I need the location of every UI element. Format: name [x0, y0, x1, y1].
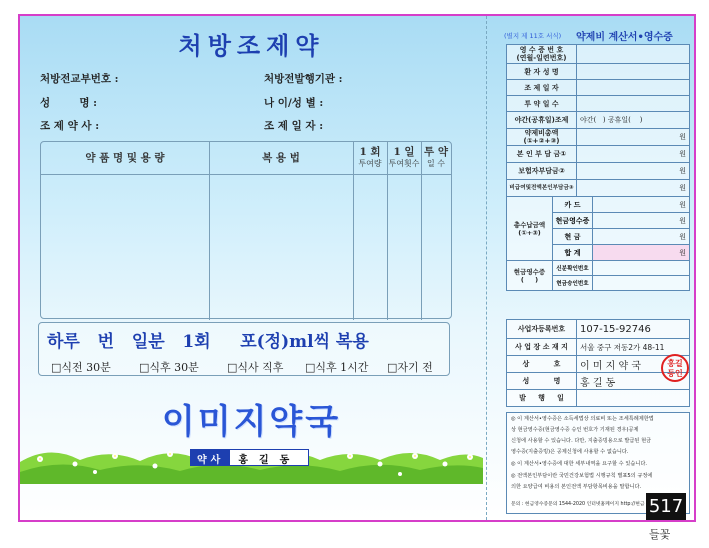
- prescription-panel: [20, 16, 483, 520]
- daily-frequency-header: 1 일 투여횟수: [388, 146, 420, 168]
- design-name: 들꽃: [649, 528, 671, 541]
- prescription-title: 처방조제약: [178, 31, 325, 60]
- usage-header: 복 용 법: [262, 152, 300, 164]
- receipt-row: 야간(공휴일)조제 야간( ) 공휴일( ): [507, 111, 689, 128]
- payment-row: 카 드 원: [553, 197, 689, 213]
- receipt-title: 약제비 계산서•영수증: [576, 32, 673, 43]
- business-row: 성 명 홍 길 동: [507, 372, 689, 389]
- form-number: (별지 제 11호 서식): [504, 32, 562, 40]
- receipt-notes: ◎ 이 계산서•영수증은 소득세법상 의료비 또는 조세특례제한법 상 현금영수증(현금영수증 승인 번호가 기재된 경우)공제 신청에 사용할 수 있습니다. 다만, 지출증빙용으로 발급된 현금 영수증(지출증빙)은 공제신청에 사용할 수 없습니다. ◎ 이 계산서•영수증에 대한 세부내역을 요구할 수 있습니다. ◎ 전액본인부담이란 국민건강보험법 시행규칙 별표5의 규정에 의한 요양급여 비용의 본인전액 부담항목비용을 말합니다. 문의 : 현금영수증문의 1544-2020 인터넷홈페이지 http://현금: [506, 412, 690, 514]
- cash-receipt-section: 현금영수증 ( ) 신분확인번호 현금승인번호: [507, 260, 689, 290]
- pharmacy-name: 이미지약국: [161, 402, 342, 442]
- single-dose-header: 1 회 투여량: [358, 146, 382, 168]
- patient-name-label: 성 명 :: [40, 97, 98, 109]
- receipt-row: 본 인 부 담 금① 원: [507, 145, 689, 162]
- timing-bedtime: □자기 전: [387, 361, 433, 374]
- receipt-row: 조 제 일 자: [507, 79, 689, 95]
- receipt-row: 약제비총액(①+②+③) 원: [507, 128, 689, 145]
- pharmacist-name: 홍길동: [238, 455, 301, 466]
- pharmacist-tag: 약사: [191, 450, 230, 465]
- receipt-table: [506, 44, 690, 291]
- receipt-row: 환 자 성 명: [507, 63, 689, 79]
- payment-row: 합 계 원: [553, 245, 689, 260]
- timing-after-meal: □식후 30분: [139, 361, 199, 374]
- age-sex-label: 나 이/성 별 :: [264, 97, 324, 109]
- business-row: 사 업 장 소 재 지 서울 중구 저동2가 48-11: [507, 338, 689, 355]
- dosage-instruction: 하루 번 일분 1회 포(정)ml씩 복용: [47, 332, 369, 352]
- prescription-table: [40, 141, 452, 319]
- business-row: 사업자등록번호 107-15-92746: [507, 320, 689, 338]
- receipt-row: 보험자부담금② 원: [507, 162, 689, 179]
- payment-row: 현 금 원: [553, 229, 689, 245]
- timing-before-meal: □식전 30분: [51, 361, 111, 374]
- receipt-row: 비급여및전액본인부담금③ 원: [507, 179, 689, 196]
- receipt-row: 영 수 증 번 호 (연월-일련번호): [507, 45, 689, 63]
- timing-hour-after-meal: □식후 1시간: [305, 361, 369, 374]
- receipt-row: 투 약 일 수: [507, 95, 689, 111]
- pharmacist-label: [190, 449, 309, 466]
- drug-header: 약 품 명 및 용 량: [85, 152, 165, 164]
- total-days-header: 투 약 일 수: [424, 146, 448, 168]
- pharmacy-envelope: [18, 14, 696, 522]
- dispense-date-label: 조 제 일 자 :: [264, 120, 324, 132]
- business-row: 상 호 이 미 지 약 국: [507, 355, 689, 372]
- rx-number-label: 처방전교부번호 :: [40, 73, 119, 85]
- payment-row: 현금영수증 원: [553, 213, 689, 229]
- receipt-panel: [490, 16, 694, 520]
- pharmacy-label: 조 제 약 사 :: [40, 120, 100, 132]
- issuing-institution-label: 처방전발행기관 :: [264, 73, 343, 85]
- item-number-badge: 517: [646, 493, 686, 520]
- timing-right-after-meal: □식사 직후: [227, 361, 284, 374]
- business-row: 발 행 일: [507, 389, 689, 406]
- perforation-line: [486, 16, 487, 520]
- payment-section: 총수납금액 (①+③) 카 드 원 현금영수증 원 현 금 원 합 계 원: [507, 196, 689, 260]
- dosage-box: [38, 322, 450, 376]
- seal-stamp: 홍길 동인: [661, 354, 689, 382]
